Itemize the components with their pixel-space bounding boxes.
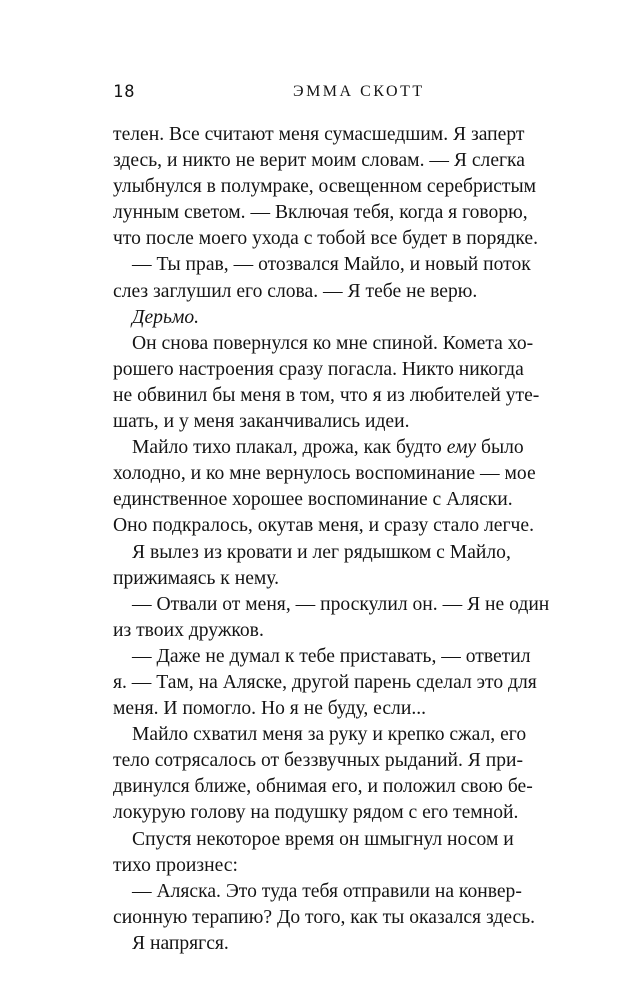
running-title: ЭММА СКОТТ (293, 83, 425, 100)
page-number: 18 (113, 82, 136, 102)
text-line: Оно подкралось, окутав меня, и сразу стало легче. (113, 515, 534, 537)
text-line: Он снова повернулся ко мне спиной. Комета хо- (132, 332, 534, 354)
text-line: не обвинил бы меня в том, что я из любителей уте- (113, 384, 540, 406)
text-line: — Отвали от меня, — проскулил он. — Я не один (132, 593, 550, 615)
text-line: прижимаясь к нему. (113, 567, 280, 589)
italic-word: Дерьмо. (132, 306, 200, 328)
text-line: тихо произнес: (113, 854, 238, 876)
text-line: сионную терапию? До того, как ты оказался здесь. (113, 906, 536, 928)
text-line: шать, и у меня заканчивались идеи. (113, 411, 410, 433)
text-line: рошего настроения сразу погасла. Никто никогда (113, 358, 524, 380)
text-line: — Ты прав, — отозвался Майло, и новый поток (132, 254, 531, 276)
text-line (113, 435, 524, 461)
text-line: из твоих дружков. (113, 619, 264, 641)
line-segment: Майло тихо плакал, дрожа, как будто (132, 437, 447, 459)
text-line: — Даже не думал к тебе приставать, — ответил (132, 645, 531, 667)
text-line: единственное хорошее воспоминание с Аляски. (113, 489, 513, 511)
text-line: телен. Все считают меня сумасшедшим. Я заперт (113, 124, 525, 145)
line-segment: было (476, 437, 524, 459)
text-line: здесь, и никто не верит моим словам. — Я слегка (113, 150, 525, 172)
text-line: тело сотрясалось от беззвучных рыданий. Я при- (113, 750, 524, 772)
text-line: — Аляска. Это туда тебя отправили на конвер- (132, 880, 522, 902)
text-line: улыбнулся в полумраке, освещенном серебристым (113, 176, 537, 198)
text-line: Я вылез из кровати и лег рядышком с Майло, (132, 541, 511, 563)
text-line: локурую голову на подушку рядом с его темной. (113, 802, 519, 824)
text-line (113, 305, 505, 331)
text-line: слез заглушил его слова. — Я тебе не верю. (113, 280, 478, 302)
text-line: Я напрягся. (132, 932, 229, 954)
text-line: я. — Там, на Аляске, другой парень сделал это для (113, 671, 537, 693)
text-line: лунным светом. — Включая тебя, когда я говорю, (113, 202, 528, 224)
text-line: меня. И помогло. Но я не буду, если... (113, 698, 427, 720)
text-line: холодно, и ко мне вернулось воспоминание — мое (113, 463, 536, 485)
text-line: двинулся ближе, обнимая его, и положил свою бе- (113, 776, 533, 798)
text-line: Спустя некоторое время он шмыгнул носом и (132, 828, 514, 850)
italic-word: ему (446, 437, 477, 459)
body-text (113, 122, 550, 957)
text-line: Майло схватил меня за руку и крепко сжал, его (132, 724, 527, 746)
page-header (113, 82, 505, 106)
text-line: что после моего ухода с тобой все будет в порядке. (113, 228, 538, 250)
